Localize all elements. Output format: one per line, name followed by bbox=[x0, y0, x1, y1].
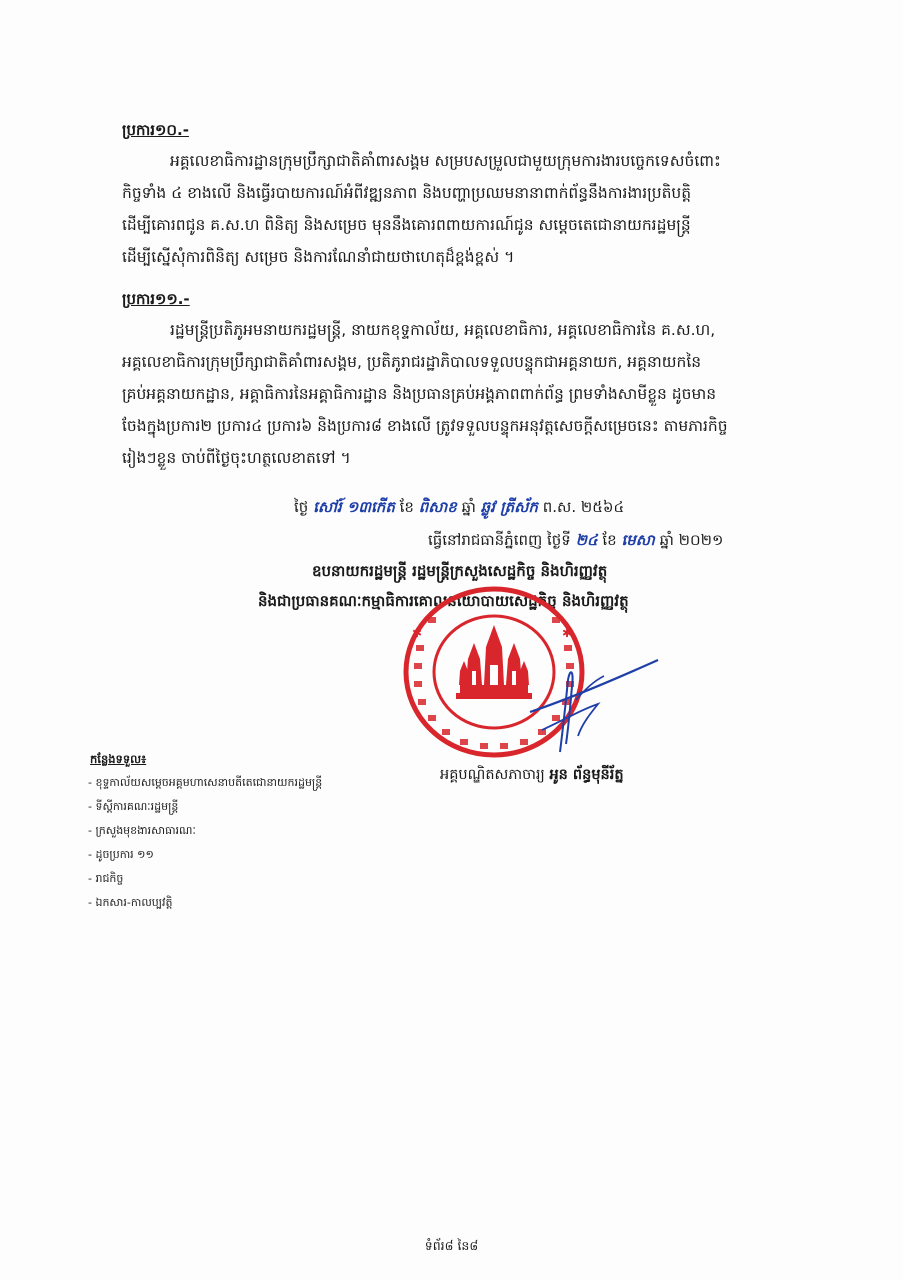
article-10-line-4: ដើម្បីស្នើសុំការពិនិត្យ សម្រេច និងការណែនាំជាយថាហេតុដ៏ខ្ពង់ខ្ពស់ ។ bbox=[122, 248, 515, 266]
recipient-item: - រាជកិច្ច bbox=[88, 872, 124, 885]
lunar-day-prefix: ថ្ងៃ bbox=[294, 498, 309, 516]
article-11-line-2: អគ្គលេខាធិការក្រុមប្រឹក្សាជាតិគាំពារសង្គម, ប្រតិភូរាជរដ្ឋាភិបាលទទួលបន្ទុកជាអគ្គនាយក, អគ្គនាយកនៃ bbox=[122, 353, 702, 371]
svg-text:✱: ✱ bbox=[562, 626, 573, 640]
buddhist-era: ព.ស. ២៥៦៤ bbox=[542, 498, 625, 516]
handwritten-signature-icon bbox=[520, 640, 670, 755]
signer-name-line bbox=[440, 766, 624, 787]
recipient-item: - ដូចប្រការ ១១ bbox=[88, 848, 154, 861]
lunar-month-prefix: ខែ bbox=[399, 498, 414, 516]
article-11-line-3: គ្រប់អគ្គនាយកដ្ឋាន, អគ្គាធិការនៃអគ្គាធិការដ្ឋាន និងប្រធានគ្រប់អង្គភាពពាក់ព័ន្ធ ព្រមទាំងសាមីខ្លួន ដូចមាន bbox=[122, 385, 717, 403]
article-10-line-1: អគ្គលេខាធិការដ្ឋានក្រុមប្រឹក្សាជាតិគាំពារសង្គម សម្របសម្រួលជាមួយក្រុមការងារបច្ចេកទេសចំពោះ bbox=[170, 152, 721, 170]
signer-prefix: អគ្គបណ្ឌិតសភាចារ្យ bbox=[440, 767, 545, 783]
signatory-title-line-1: ឧបនាយករដ្ឋមន្ត្រី រដ្ឋមន្ត្រីក្រសួងសេដ្ឋកិច្ច និងហិរញ្ញវត្ថុ bbox=[312, 562, 608, 580]
solar-month-prefix: ខែ bbox=[602, 531, 617, 549]
solar-date-prefix: ធ្វើនៅរាជធានីភ្នំពេញ ថ្ងៃទី bbox=[428, 531, 571, 549]
lunar-day-handwritten: សៅរ៍ ១៣កើត bbox=[313, 498, 395, 516]
article-10-line-2: កិច្ចទាំង ៤ ខាងលើ និងធ្វើរបាយការណ៍អំពីវឌ្ឍនភាព និងបញ្ហាប្រឈមនានាពាក់ព័ន្ធនឹងការងារប្រតិបត្តិ bbox=[122, 184, 692, 202]
article-11-heading: ប្រការ១១.- bbox=[122, 290, 190, 308]
lunar-year-prefix: ឆ្នាំ bbox=[461, 498, 476, 516]
page-number: ទំព័រ៨ នៃ៨ bbox=[424, 1238, 479, 1253]
recipient-item: - ខុទ្ទកាល័យសម្តេចអគ្គមហាសេនាបតីតេជោនាយករដ្ឋមន្ត្រី bbox=[88, 776, 323, 789]
solar-date-line bbox=[428, 531, 723, 553]
svg-text:✱: ✱ bbox=[412, 626, 423, 640]
solar-year: ឆ្នាំ ២០២១ bbox=[659, 531, 724, 549]
article-10-heading: ប្រការ១០.- bbox=[122, 121, 189, 139]
recipients-heading: កន្លែងទទួល៖ bbox=[90, 752, 147, 766]
lunar-month-handwritten: ពិសាខ bbox=[418, 498, 457, 516]
lunar-year-handwritten: ឆ្លូវ ត្រីស័ក bbox=[480, 498, 538, 516]
signer-name: អូន ព័ន្ធមុនីរ័ត្ន bbox=[549, 767, 624, 783]
recipient-item: - ឯកសារ-កាលប្បវត្តិ bbox=[88, 896, 173, 909]
recipient-item: - ទីស្តីការគណៈរដ្ឋមន្ត្រី bbox=[88, 800, 179, 813]
solar-month-handwritten: មេសា bbox=[621, 531, 655, 549]
solar-day-handwritten: ២៤ bbox=[575, 531, 598, 549]
signatory-title-line-2: និងជាប្រធានគណៈកម្មាធិការគោលនយោបាយសេដ្ឋកិច្ច និងហិរញ្ញវត្ថុ bbox=[258, 592, 629, 610]
article-11-line-1: រដ្ឋមន្ត្រីប្រតិភូអមនាយករដ្ឋមន្ត្រី, នាយកខុទ្ទកាល័យ, អគ្គលេខាធិការ, អគ្គលេខាធិការនៃ គ.ស.ហ, bbox=[170, 321, 716, 339]
recipient-item: - ក្រសួងមុខងារសាធារណៈ bbox=[88, 824, 196, 837]
lunar-date-line bbox=[294, 498, 624, 520]
article-11-line-4: ចែងក្នុងប្រការ២ ប្រការ៤ ប្រការ៦ និងប្រការ៨ ខាងលើ ត្រូវទទួលបន្ទុកអនុវត្តសេចក្តីសម្រេចនេះ តាមភារកិច្ច bbox=[122, 417, 728, 435]
article-11-line-5: រៀងៗខ្លួន ចាប់ពីថ្ងៃចុះហត្ថលេខាតទៅ ។ bbox=[122, 449, 351, 467]
article-10-line-3: ដើម្បីគោរពជូន គ.ស.ហ ពិនិត្យ និងសម្រេច មុននឹងគោរពពាយការណ៍ជូន សម្តេចតេជោនាយករដ្ឋមន្ត្រី bbox=[122, 216, 691, 234]
